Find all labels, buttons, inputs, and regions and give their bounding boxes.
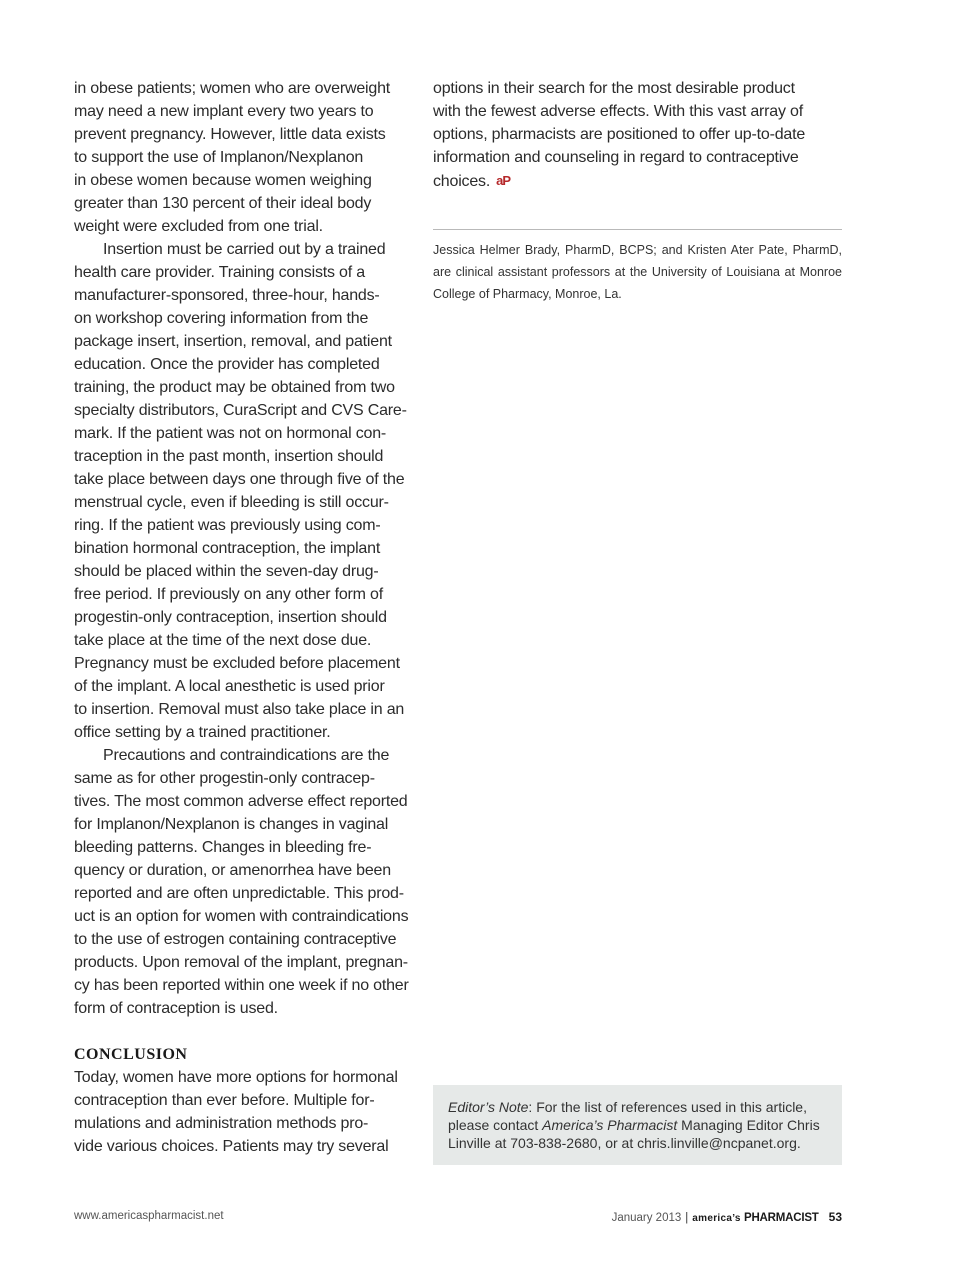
footer-brand-name: PHARMACIST <box>743 1212 819 1224</box>
page-number: 53 <box>828 1210 842 1224</box>
author-bio: Jessica Helmer Brady, PharmD, BCPS; and Kristen Ater Pate, PharmD, are clinical assistant professors at the University of Louisiana at Monroe College of Pharmacy, Monroe, La. <box>433 243 842 301</box>
editors-note-text-1: : For the list of references used in this article, please contact <box>448 1099 807 1133</box>
footer-url: www.americaspharmacist.net <box>74 1210 224 1222</box>
paragraph-obesity: in obese patients; women who are overweight may need a new implant every two years to prevent pregnancy. However, little data exists to support the use of Implanon/Nexplanon in obese women because women weighing greater than 130 percent of their ideal body weight were excluded from one trial. <box>74 80 391 235</box>
paragraph-conclusion-continued <box>433 77 843 193</box>
paragraph-precautions: Precautions and contraindications are the same as for other progestin-only contracep- tives. The most common adverse effect reported for Implanon/Nexplanon is changes in vaginal bleeding patterns. Changes in bleeding fre- quency or duration, or amenorrhea have been reported and are often unpredictable. This prod- uct is an option for women with contraindications to the use of estrogen containing contraceptive products. Upon removal of the implant, pregnan- cy has been reported within one week if no other form of contraception is used. <box>74 747 409 1017</box>
right-column <box>433 77 843 193</box>
footer-separator: | <box>685 1212 689 1224</box>
paragraph-conclusion: Today, women have more options for hormonal contraception than ever before. Multiple for- mulations and administration methods pro- vide various choices. Patients may try several <box>74 1069 398 1155</box>
footer-brand-prefix: america’s <box>692 1213 741 1224</box>
editors-note-label: Editor’s Note <box>448 1099 529 1115</box>
editors-note-publication: America’s Pharmacist <box>542 1117 678 1133</box>
end-mark-logo: aP <box>496 173 511 188</box>
page-footer <box>74 1210 842 1226</box>
editors-note-box <box>433 1085 842 1165</box>
editors-note-text-2: Managing Editor Chris Linville at 703-838-2680, or at chris.linville@ncpanet.org. <box>448 1117 820 1151</box>
paragraph-insertion: Insertion must be carried out by a trained health care provider. Training consists of a manufacturer-sponsored, three-hour, hands- on workshop covering information from the package insert, insertion, removal, and patient education. Once the provider has completed training, the product may be obtained from two specialty distributors, CuraScript and CVS Care- mark. If the patient was not on hormonal con- traception in the past month, insertion should take place between days one through five of the menstrual cycle, even if bleeding is still occur- ring. If the patient was previously using com- bination hormonal contraception, the implant should be placed within the seven-day drug- free period. If previously on any other form of progestin-only contraception, insertion should take place at the time of the next dose due. Pregnancy must be excluded before placement of the implant. A local anesthetic is used prior to insertion. Removal must also take place in an office setting by a trained practitioner. <box>74 241 407 741</box>
divider-rule <box>433 229 842 230</box>
conclusion-continued-text: options in their search for the most desirable product with the fewest adverse effects. With this vast array of options, pharmacists are positioned to offer up-to-date information and counseling in regard to contraceptive choices. <box>433 80 806 190</box>
footer-right <box>612 1210 842 1224</box>
left-column <box>74 77 416 1158</box>
section-heading-conclusion: CONCLUSION <box>74 1046 188 1063</box>
footer-date: January 2013 <box>611 1212 682 1224</box>
